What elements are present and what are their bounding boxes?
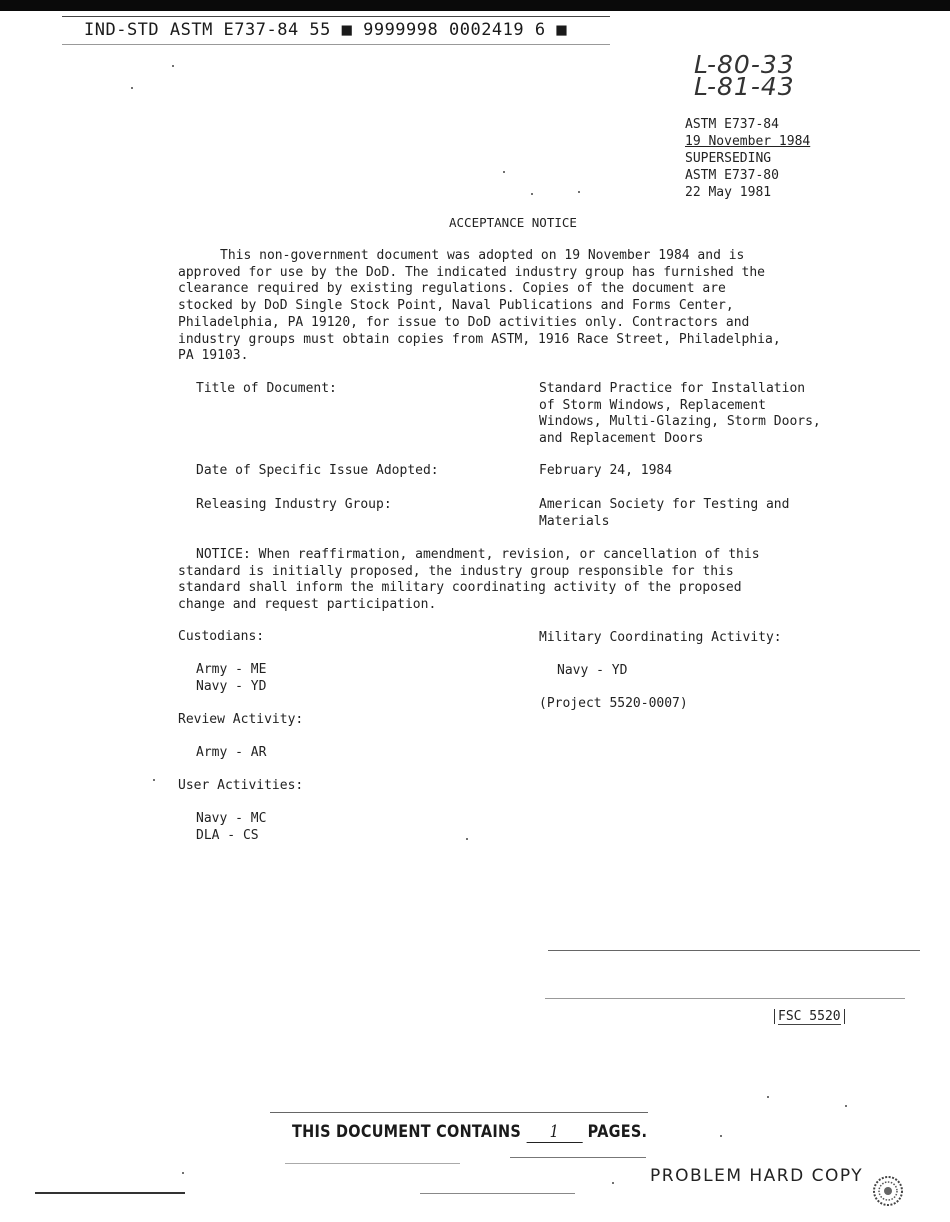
- custodian-item: Army - ME: [196, 662, 267, 677]
- military-activity-item: Navy - YD: [557, 663, 628, 678]
- scan-rule: [285, 1163, 460, 1164]
- title-line: Windows, Multi-Glazing, Storm Doors,: [539, 414, 821, 430]
- intro-line: Philadelphia, PA 19120, for issue to DoD activities only. Contractors and: [178, 314, 750, 330]
- top-scan-bar: [0, 0, 950, 11]
- title-of-document-label: Title of Document:: [196, 381, 337, 396]
- scan-speck: [503, 171, 505, 173]
- title-line: and Replacement Doors: [539, 430, 704, 446]
- notice-line: change and request participation.: [178, 597, 437, 613]
- scan-rule: [548, 950, 920, 951]
- scan-rule: [510, 1157, 646, 1158]
- scan-speck: [531, 193, 533, 195]
- scan-rule: [545, 998, 905, 999]
- page-count-value: 1: [526, 1122, 582, 1143]
- problem-hard-copy-label: PROBLEM HARD COPY: [650, 1166, 864, 1186]
- header-code: IND-STD ASTM E737-84 55 ■ 9999998 0002419 6 ■: [84, 20, 568, 40]
- doc-number: ASTM E737-84: [685, 117, 779, 132]
- handwritten-ref-1: L-80-33: [694, 50, 795, 79]
- notice-paragraph: [178, 547, 858, 614]
- project-number: (Project 5520-0007): [539, 696, 688, 711]
- intro-line: stocked by DoD Single Stock Point, Naval Publications and Forms Center,: [178, 298, 734, 314]
- notice-line: standard is initially proposed, the industry group responsible for this: [178, 563, 734, 579]
- user-activity-item: DLA - CS: [196, 827, 259, 843]
- scan-rule: [270, 1112, 648, 1113]
- scan-speck: [466, 838, 468, 840]
- scan-speck: [720, 1135, 722, 1137]
- page-title: ACCEPTANCE NOTICE: [449, 215, 577, 230]
- old-doc-date: 22 May 1981: [685, 185, 772, 200]
- scan-rule: [35, 1192, 185, 1194]
- handwritten-ref-2: L-81-43: [694, 72, 795, 101]
- industry-group-value: [539, 497, 859, 530]
- user-activities-list: [196, 811, 266, 844]
- intro-line: clearance required by existing regulations. Copies of the document are: [178, 281, 726, 297]
- intro-line: industry groups must obtain copies from ASTM, 1916 Race Street, Philadelphia,: [178, 331, 781, 347]
- military-activity-label: Military Coordinating Activity:: [539, 630, 782, 645]
- review-activity-label: Review Activity:: [178, 712, 304, 727]
- scan-speck: [612, 1182, 614, 1184]
- old-doc-number: ASTM E737-80: [685, 168, 779, 183]
- issue-date-label: Date of Specific Issue Adopted:: [196, 463, 439, 478]
- doc-date: 19 November 1984: [685, 134, 811, 149]
- group-line: Materials: [539, 513, 610, 529]
- scan-speck: [131, 87, 133, 89]
- custodians-label: Custodians:: [178, 629, 265, 644]
- page-count-prefix: THIS DOCUMENT CONTAINS: [292, 1122, 522, 1142]
- title-of-document-value: [539, 381, 859, 447]
- page-count-suffix: PAGES.: [587, 1122, 648, 1142]
- scan-speck: [172, 65, 174, 67]
- scan-speck: [578, 191, 580, 193]
- custodian-item: Navy - YD: [196, 678, 267, 694]
- fsc-code: FSC 5520: [778, 1009, 841, 1024]
- intro-line: This non-government document was adopted on 19 November 1984 and is: [220, 248, 745, 263]
- scan-speck: [182, 1172, 184, 1174]
- notice-line: standard shall inform the military coordinating activity of the proposed: [178, 580, 742, 596]
- scan-speck: [767, 1096, 769, 1098]
- scan-rule: [420, 1193, 575, 1194]
- supersede-block: [685, 116, 810, 201]
- title-line: Standard Practice for Installation: [539, 381, 806, 396]
- scan-speck: [845, 1105, 847, 1107]
- group-line: American Society for Testing and: [539, 497, 790, 512]
- header-rule-bottom: [62, 44, 610, 45]
- notice-line: NOTICE: When reaffirmation, amendment, revision, or cancellation of this: [196, 547, 760, 562]
- intro-line: approved for use by the DoD. The indicated industry group has furnished the: [178, 264, 765, 280]
- issue-date-value: February 24, 1984: [539, 463, 673, 478]
- intro-line: PA 19103.: [178, 348, 249, 364]
- user-activities-label: User Activities:: [178, 778, 304, 793]
- page-count-statement: [292, 1122, 647, 1143]
- custodians-list: [196, 662, 266, 695]
- title-line: of Storm Windows, Replacement: [539, 397, 766, 413]
- intro-paragraph: [178, 248, 858, 365]
- user-activity-item: Navy - MC: [196, 811, 267, 826]
- superseding-label: SUPERSEDING: [685, 151, 772, 166]
- scan-speck: [153, 779, 155, 781]
- stamp-icon: [872, 1174, 904, 1208]
- fsc-box: [774, 1009, 845, 1024]
- industry-group-label: Releasing Industry Group:: [196, 497, 392, 512]
- header-rule-top: [62, 16, 610, 17]
- review-activity-item: Army - AR: [196, 745, 267, 760]
